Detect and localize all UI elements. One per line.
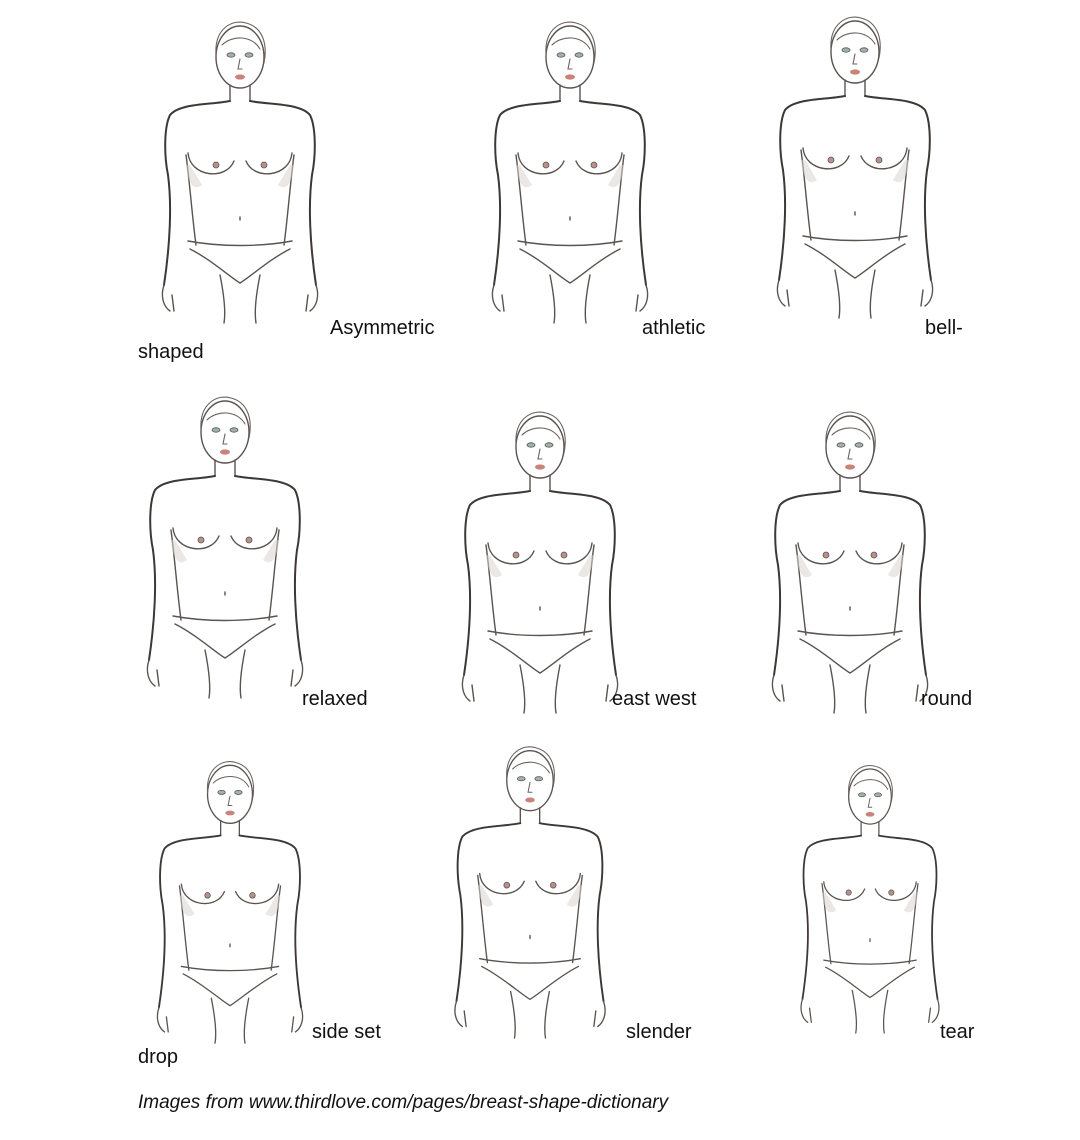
waistband xyxy=(188,241,292,246)
left-hand xyxy=(455,1001,466,1026)
left-nipple xyxy=(504,882,510,888)
left-eye xyxy=(212,428,220,432)
right-breast xyxy=(231,528,277,549)
right-shading xyxy=(567,885,582,907)
hair-outline xyxy=(849,765,893,801)
left-body-outline xyxy=(456,823,520,1001)
hair-strand xyxy=(552,38,590,49)
left-eye xyxy=(842,48,850,52)
right-eye xyxy=(245,53,253,57)
right-eye xyxy=(874,793,881,797)
lips xyxy=(525,797,535,802)
left-eye xyxy=(227,53,235,57)
right-body-outline xyxy=(865,96,931,280)
lips xyxy=(220,449,230,454)
left-hand xyxy=(801,999,811,1022)
hair-strand xyxy=(837,33,875,44)
figure-illustration xyxy=(760,405,940,715)
right-eye xyxy=(230,428,238,432)
left-nipple xyxy=(213,162,219,168)
figure-east-west xyxy=(450,405,630,715)
right-breast xyxy=(246,153,292,174)
label-bell-shaped-line2: shaped xyxy=(138,341,204,363)
left-shading xyxy=(822,893,836,913)
underwear-line xyxy=(175,624,275,658)
hair-outline xyxy=(207,762,253,800)
left-breast xyxy=(488,543,534,564)
right-hand xyxy=(292,1008,303,1032)
nose-line xyxy=(853,54,857,64)
right-nipple xyxy=(871,552,877,558)
underwear-line xyxy=(805,244,905,278)
left-breast xyxy=(188,153,234,174)
figure-illustration xyxy=(135,390,315,700)
right-nipple xyxy=(876,157,882,163)
right-breast xyxy=(536,874,581,894)
left-eye xyxy=(557,53,565,57)
left-breast xyxy=(798,543,844,564)
lips xyxy=(866,812,875,817)
left-shading xyxy=(796,555,812,577)
label-bell-shaped-line1: bell- xyxy=(925,317,963,339)
nose-line xyxy=(528,783,532,793)
left-body-outline xyxy=(779,96,845,280)
hair-strand xyxy=(222,38,260,49)
waistband xyxy=(824,960,916,964)
nose-line xyxy=(568,59,572,69)
label-tear-drop-line1: tear xyxy=(940,1021,975,1043)
right-shading xyxy=(263,540,279,562)
lips xyxy=(235,74,245,79)
left-breast xyxy=(518,153,564,174)
left-shading xyxy=(801,160,817,182)
right-nipple xyxy=(246,537,252,543)
right-breast xyxy=(546,543,592,564)
left-eye xyxy=(858,793,865,797)
left-breast xyxy=(173,528,219,549)
right-eye xyxy=(545,443,553,447)
nose-line xyxy=(228,796,232,805)
lips xyxy=(845,464,855,469)
nose-line xyxy=(868,798,872,807)
right-hand xyxy=(306,285,318,311)
right-nipple xyxy=(561,552,567,558)
left-body-outline xyxy=(159,835,221,1007)
left-breast xyxy=(181,884,224,903)
underwear-line xyxy=(482,966,579,999)
left-hand xyxy=(462,675,474,701)
figure-illustration xyxy=(440,740,620,1040)
label-side-set: side set xyxy=(312,1021,381,1043)
nose-line xyxy=(223,434,227,444)
left-hand xyxy=(162,285,174,311)
left-body-outline xyxy=(149,476,215,660)
left-hand xyxy=(777,280,789,306)
hair-outline xyxy=(826,412,875,453)
underwear-line xyxy=(490,639,590,673)
right-breast xyxy=(875,882,916,900)
figure-illustration xyxy=(140,755,320,1045)
figure-asymmetric xyxy=(150,15,330,325)
lips xyxy=(850,69,860,74)
left-hand xyxy=(492,285,504,311)
figure-illustration xyxy=(480,15,660,325)
hair-outline xyxy=(201,397,250,438)
label-asymmetric: Asymmetric xyxy=(330,317,435,339)
right-body-outline xyxy=(580,101,646,285)
hair-strand xyxy=(213,776,249,786)
left-shading xyxy=(486,555,502,577)
left-body-outline xyxy=(802,836,861,1000)
right-eye xyxy=(575,53,583,57)
underwear-line xyxy=(800,639,900,673)
hair-strand xyxy=(513,762,550,773)
left-hand xyxy=(157,1008,168,1032)
figure-side-set xyxy=(140,755,320,1045)
left-body-outline xyxy=(164,101,230,285)
hair-outline xyxy=(516,412,565,453)
right-breast xyxy=(856,543,902,564)
left-breast xyxy=(480,874,525,894)
left-shading xyxy=(186,165,202,187)
underwear-line xyxy=(826,967,915,997)
right-breast xyxy=(861,148,907,169)
left-hand xyxy=(772,675,784,701)
left-nipple xyxy=(543,162,549,168)
right-nipple xyxy=(250,893,256,899)
left-nipple xyxy=(205,893,211,899)
right-shading xyxy=(278,165,294,187)
right-body-outline xyxy=(550,491,616,675)
figure-illustration xyxy=(150,15,330,325)
right-body-outline xyxy=(860,491,926,675)
underwear-line xyxy=(520,249,620,283)
hair-outline xyxy=(831,17,880,58)
right-nipple xyxy=(550,882,556,888)
figure-round xyxy=(760,405,940,715)
right-nipple xyxy=(591,162,597,168)
left-nipple xyxy=(828,157,834,163)
right-shading xyxy=(888,555,904,577)
hair-outline xyxy=(507,747,555,787)
right-breast xyxy=(236,884,279,903)
lips xyxy=(535,464,545,469)
left-breast xyxy=(803,148,849,169)
right-hand xyxy=(291,660,303,686)
hair-strand xyxy=(832,428,870,439)
left-nipple xyxy=(513,552,519,558)
right-shading xyxy=(578,555,594,577)
left-body-outline xyxy=(774,491,840,675)
left-eye xyxy=(517,777,525,781)
hair-strand xyxy=(522,428,560,439)
left-nipple xyxy=(823,552,829,558)
hair-strand xyxy=(854,780,888,790)
label-east-west: east west xyxy=(612,688,697,710)
left-shading xyxy=(478,885,493,907)
figure-relaxed xyxy=(135,390,315,700)
left-eye xyxy=(218,790,225,794)
underwear-line xyxy=(183,974,277,1006)
hair-outline xyxy=(546,22,595,63)
left-shading xyxy=(171,540,187,562)
right-body-outline xyxy=(250,101,316,285)
figure-slender xyxy=(440,740,620,1040)
right-body-outline xyxy=(235,476,301,660)
left-shading xyxy=(179,895,194,916)
hair-outline xyxy=(216,22,265,63)
right-breast xyxy=(576,153,622,174)
right-body-outline xyxy=(239,835,301,1007)
figure-tear-drop xyxy=(790,752,950,1042)
right-eye xyxy=(860,48,868,52)
label-relaxed: relaxed xyxy=(302,688,368,710)
right-eye xyxy=(535,777,543,781)
image-credit: Images from www.thirdlove.com/pages/breast-shape-dictionary xyxy=(138,1092,669,1113)
waistband xyxy=(803,236,907,241)
hair-strand xyxy=(207,413,245,424)
nose-line xyxy=(538,449,542,459)
right-body-outline xyxy=(540,823,604,1001)
right-shading xyxy=(893,160,909,182)
right-nipple xyxy=(889,890,894,895)
right-hand xyxy=(929,999,939,1022)
figure-illustration xyxy=(765,10,945,320)
left-eye xyxy=(527,443,535,447)
label-slender: slender xyxy=(626,1021,692,1043)
figure-illustration xyxy=(790,752,950,1042)
right-hand xyxy=(594,1001,605,1026)
figure-illustration xyxy=(450,405,630,715)
label-round: round xyxy=(921,688,973,710)
waistband xyxy=(181,966,278,970)
right-eye xyxy=(235,790,242,794)
waistband xyxy=(798,631,902,636)
nose-line xyxy=(848,449,852,459)
right-shading xyxy=(904,893,918,913)
left-body-outline xyxy=(464,491,530,675)
waistband xyxy=(173,616,277,621)
nose-line xyxy=(238,59,242,69)
right-body-outline xyxy=(879,836,938,1000)
left-body-outline xyxy=(494,101,560,285)
left-nipple xyxy=(198,537,204,543)
waistband xyxy=(480,959,581,963)
underwear-line xyxy=(190,249,290,283)
right-shading xyxy=(608,165,624,187)
label-tear-drop-line2: drop xyxy=(138,1046,179,1068)
left-shading xyxy=(516,165,532,187)
left-eye xyxy=(837,443,845,447)
left-nipple xyxy=(846,890,851,895)
lips xyxy=(225,811,234,816)
right-hand xyxy=(636,285,648,311)
right-hand xyxy=(921,280,933,306)
left-hand xyxy=(147,660,159,686)
right-shading xyxy=(266,895,281,916)
figure-athletic xyxy=(480,15,660,325)
waistband xyxy=(488,631,592,636)
right-nipple xyxy=(261,162,267,168)
left-breast xyxy=(824,882,865,900)
waistband xyxy=(518,241,622,246)
label-athletic: athletic xyxy=(642,317,706,339)
lips xyxy=(565,74,575,79)
right-eye xyxy=(855,443,863,447)
figure-bell-shaped xyxy=(765,10,945,320)
